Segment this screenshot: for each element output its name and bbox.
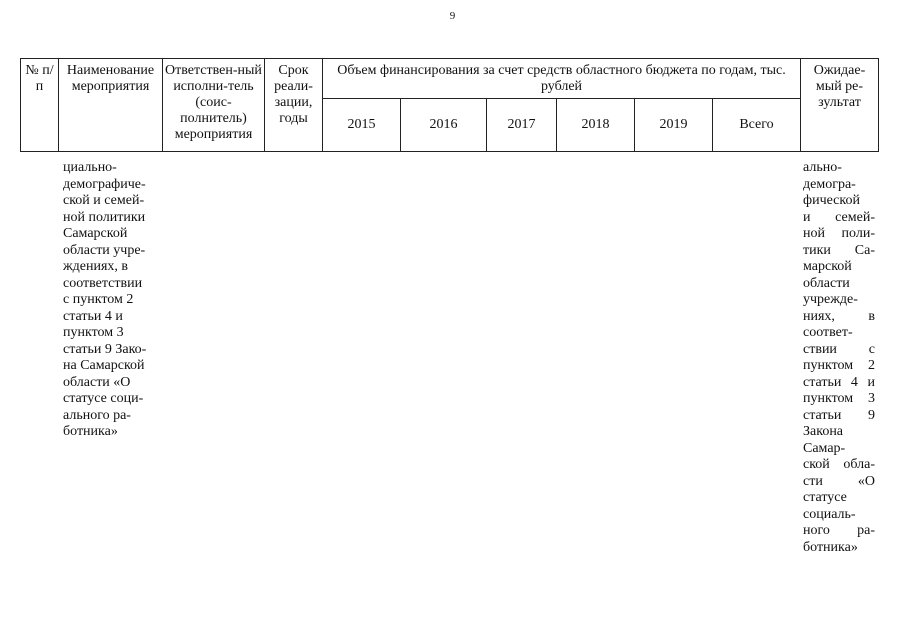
activity-name-line: демографиче- xyxy=(63,176,146,192)
expected-result-line: соответ- xyxy=(803,325,853,340)
activity-name-line: области учре- xyxy=(63,242,146,258)
activity-name-line: ной политики xyxy=(63,209,146,225)
activity-name-continuation xyxy=(63,160,163,441)
expected-result-line: марской xyxy=(803,259,852,274)
expected-result-line: тики Са- xyxy=(803,242,875,258)
expected-result-line: демогра- xyxy=(803,176,856,192)
activity-name-line: Самарской xyxy=(63,226,128,241)
header-term: Срок реали-зации, годы xyxy=(265,59,323,152)
header-name: Наименование мероприятия xyxy=(59,59,163,152)
expected-result-line: ниях, в xyxy=(803,308,875,324)
expected-result-line: статусе xyxy=(803,490,847,505)
expected-result-line: ботника» xyxy=(803,539,858,555)
expected-result-line: ного ра- xyxy=(803,523,875,538)
header-year-2016: 2016 xyxy=(401,99,487,152)
expected-result-line: Закона xyxy=(803,424,844,439)
expected-result-line: ской обла- xyxy=(803,457,875,472)
expected-result-line: и семей- xyxy=(803,209,875,225)
expected-result-line: социаль- xyxy=(803,506,856,522)
activity-name-line: ального ра- xyxy=(63,407,131,423)
activity-name-line: ской и семей- xyxy=(63,193,145,208)
header-year-2017: 2017 xyxy=(487,99,557,152)
header-result: Ожидае-мый ре-зультат xyxy=(801,59,879,152)
activity-name-line: соответствии xyxy=(63,275,143,291)
activity-name-line: статьи 9 Зако- xyxy=(63,341,147,357)
expected-result-continuation xyxy=(803,160,875,556)
financing-table xyxy=(20,58,879,152)
page-number: 9 xyxy=(449,10,456,22)
activity-name-line: циально- xyxy=(63,160,117,175)
header-responsible: Ответствен-ный исполни-тель (соис-полнитель) мероприятия xyxy=(163,59,265,152)
activity-name-line: ждениях, в xyxy=(63,259,129,274)
activity-name-line: статусе соци- xyxy=(63,391,144,406)
expected-result-line: ствии с xyxy=(803,341,875,357)
expected-result-line: фической xyxy=(803,193,860,208)
header-year-2015: 2015 xyxy=(323,99,401,152)
header-num: № п/п xyxy=(21,59,59,152)
header-year-2019: 2019 xyxy=(635,99,713,152)
activity-name-line: на Самарской xyxy=(63,358,145,373)
activity-name-line: пунктом 3 xyxy=(63,325,124,340)
activity-name-line: с пунктом 2 xyxy=(63,292,134,307)
expected-result-line: сти «О xyxy=(803,473,875,489)
activity-name-line: статьи 4 и xyxy=(63,308,123,324)
expected-result-line: ной поли- xyxy=(803,226,875,241)
expected-result-line: пунктом 2 xyxy=(803,358,875,373)
activity-name-line: ботника» xyxy=(63,424,118,439)
expected-result-line: учрежде- xyxy=(803,292,858,307)
expected-result-line: области xyxy=(803,275,850,291)
expected-result-line: статьи 9 xyxy=(803,407,875,423)
expected-result-line: пунктом 3 xyxy=(803,391,875,406)
expected-result-line: Самар- xyxy=(803,440,846,456)
header-year-2018: 2018 xyxy=(557,99,635,152)
expected-result-line: ально- xyxy=(803,160,842,175)
header-financing: Объем финансирования за счет средств областного бюджета по годам, тыс. рублей xyxy=(323,59,801,99)
activity-name-line: области «О xyxy=(63,374,131,390)
expected-result-line: статьи 4 и xyxy=(803,374,875,390)
header-total: Всего xyxy=(713,99,801,152)
